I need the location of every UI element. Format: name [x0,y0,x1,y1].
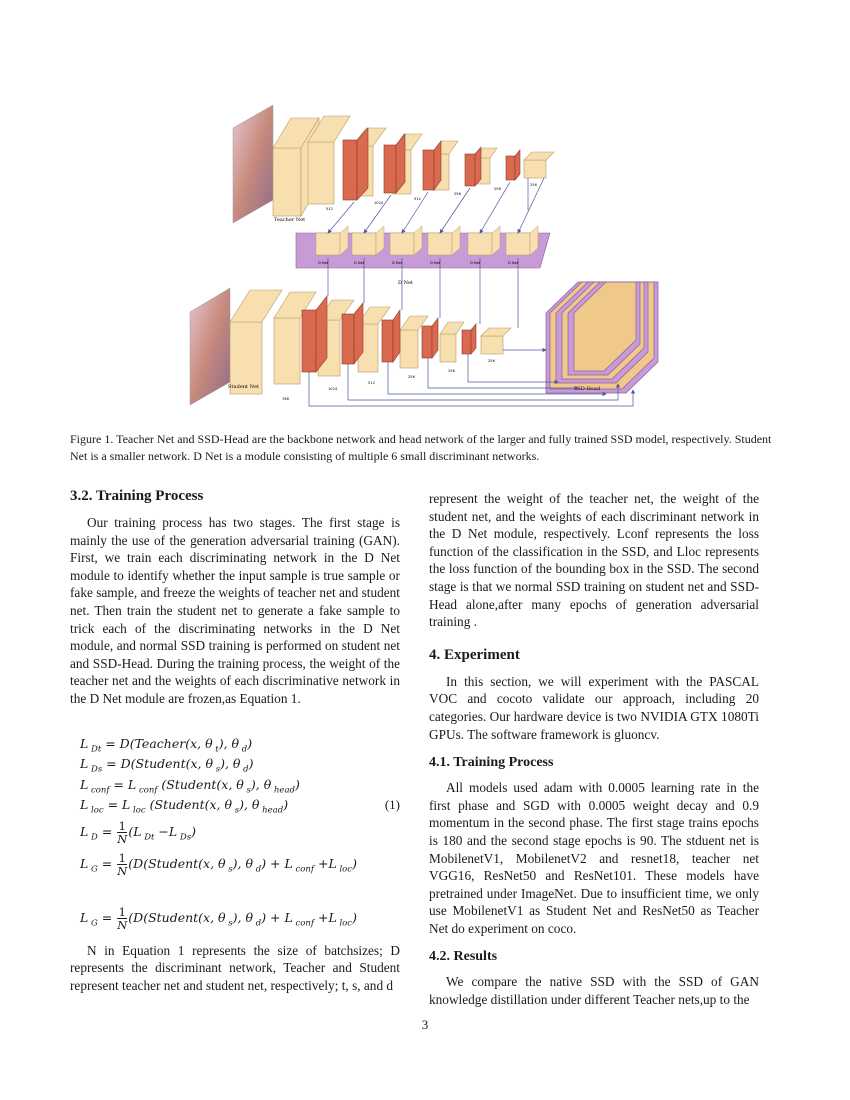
section-heading-results: 4.2. Results [429,949,498,965]
dnet-label: D Net [398,280,413,286]
student-dim-label: 256 [488,359,495,363]
section-heading-training-details: 4.1. Training Process [429,755,554,771]
teacher-dim-label: 1024 [374,201,384,205]
student-dim-label: 512 [368,381,375,385]
figure-caption: Figure 1. Teacher Net and SSD-Head are the backbone network and head network of the larger and fully trained SSD model, respectively. Student Net is a smaller network. D Net is a module consisting of multiple 6 small discriminant networks. [70,432,772,463]
equation-block [70,734,400,934]
architecture-diagram [178,100,678,418]
eq-loss-d: L $_D$ = $\frac{1}{N}$ (L $_{Dt}$ −L $_{Ds}$) [80,818,196,846]
section-heading-experiment: 4. Experiment [429,646,520,663]
dnet-cube-label: D Net [508,261,519,265]
dnet-cube-label: D Net [354,261,365,265]
paragraph-training-stages: Our training process has two stages. The first stage is mainly the use of the generation adversarial training (GAN). First, we train each discriminating network in the D Net module to identify whether the input sample is true sample or fake sample, and freeze the weights of teacher net and student net. Then train the student net to generate a fake sample to trick each of the discriminating networks in the D Net module, and normal SSD training is performed on student net and SSD-Head. During the training process, the weight of the teacher net and the weights of each discriminative network in the D Net module are frozen,as Equation 1. [70,515,400,706]
ssd-head-stack [546,282,658,393]
architecture-figure [178,100,678,418]
right-column [429,490,759,1009]
paragraph-results: We compare the native SSD with the SSD of GAN knowledge distillation under different Teacher nets,up to the [429,974,759,1008]
teacher-label: Teacher Net [274,217,306,223]
eq-loss-g: L $_G$ = $\frac{1}{N}$ (D(Student(x, θ $_s$), θ $_d$) + L $_{conf}$ +L $_{loc}$) [80,850,357,878]
student-label: Student Net [228,384,259,390]
dnet-cube-label: D Net [318,261,329,265]
eq-loss-loc: L $_{loc}$ = L $_{loc}$ (Student(x, θ $_s$), θ $_{head}$) (1) [80,797,400,816]
student-dim-label: 256 [448,369,455,373]
paragraph-weights-continued: represent the weight of the teacher net, the weight of the student net, and the weights of each discriminant network in the D Net module, respectively. Lconf represents the loss function of the classification in the SSD, and Lloc represents the loss function of the bounding box in the SSD. The second stage is that we normal SSD training on student net and SSD-Head alone,after many epochs of generation adversarial training . [429,491,759,630]
student-input-image [190,288,230,405]
dnet-cube-label: D Net [430,261,441,265]
dnet-cube-label: D Net [392,261,403,265]
eq-loss-dt: L $_{Dt}$ = D(Teacher(x, θ $_t$), θ $_d$) [80,735,253,755]
teacher-dim-label: 256 [454,192,461,196]
teacher-input-image [233,105,273,223]
student-dim-label: 1024 [328,387,338,391]
teacher-dim-label: 512 [414,197,421,201]
dnet-cube-label: D Net [470,261,481,265]
eq-loss-conf: L $_{conf}$ = L $_{conf}$ (Student(x, θ $_s$), θ $_{head}$) [80,776,300,796]
equation-number: (1) [384,797,400,813]
teacher-dim-label: 512 [326,207,333,211]
teacher-dim-label: 256 [494,187,501,191]
section-heading-training-process: 3.2. Training Process [70,488,204,504]
student-dim-label: 256 [408,375,415,379]
left-column [70,486,400,994]
page-number: 3 [421,1017,429,1032]
teacher-dim-label: 256 [530,183,537,187]
paragraph-experiment: In this section, we will experiment with the PASCAL VOC and cocoto validate our approach, including 20 categories. Our hardware device is two NVIDIA GTX 1080Ti GPUs. The software framework is gluoncv. [429,673,759,742]
paragraph-training-details: All models used adam with 0.0005 learning rate in the first phase and SGD with 0.0005 weight decay and 0.9 momentum in the second phase. The first stage trains epochs is 180 and the second stage epochs is 90. The stduent net is MobilenetV1, MobilenetV2 and resnet18, teacher net VGG16, ResNet50 and ResNet101. These models have pretrained under ImageNet. Due to insufficient time, we only use MobilenetV1 as Student Net and ResNet50 as Teacher Net do experiment on coco. [429,780,759,936]
paragraph-equation-explanation: N in Equation 1 represents the size of batchsizes; D represents the discriminant network, Teacher and Student represent teacher net and student net, respectively; t, s, and d [70,942,400,993]
student-dim-label: 768 [282,397,289,401]
eq-loss-g-repeat: L $_G$ = $\frac{1}{N}$ (D(Student(x, θ $_s$), θ $_d$) + L $_{conf}$ +L $_{loc}$) [80,904,357,932]
eq-loss-ds: L $_{Ds}$ = D(Student(x, θ $_s$), θ $_d$) [80,756,254,775]
ssd-head-label: SSD-Head [574,386,601,392]
